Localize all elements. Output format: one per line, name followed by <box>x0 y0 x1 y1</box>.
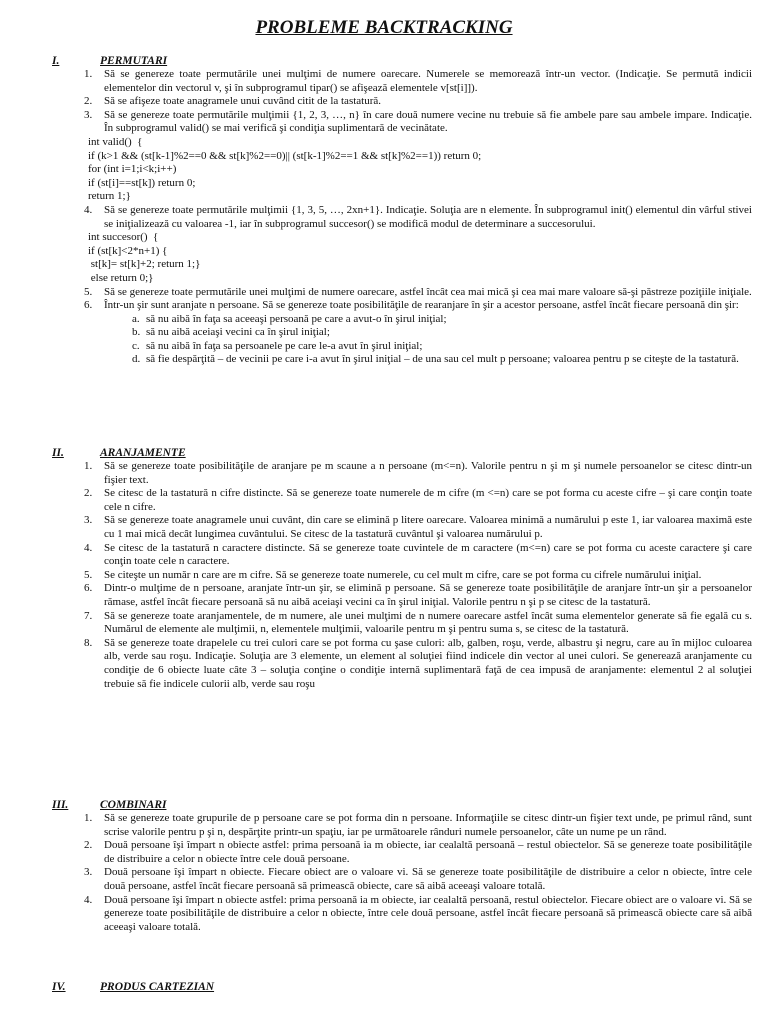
item-number: 3. <box>84 514 93 527</box>
item-number: 4. <box>84 203 93 216</box>
problem-item <box>52 866 752 893</box>
section-heading <box>52 446 752 460</box>
item-number: 7. <box>84 609 93 622</box>
code-line: st[k]= st[k]+2; return 1;} <box>88 258 201 271</box>
section-number: II. <box>52 447 64 459</box>
item-number: 3. <box>84 108 93 121</box>
code-line: if (st[i]==st[k]) return 0; <box>88 176 196 189</box>
item-text: Dintr-o mulţime de n persoane, aranjate într-un şir, se elimină p persoane. Să se genereze toate posibilităţile de aranjare într-un şir a persoanelor rămase, astfel încât fiecare persoană să nu aibă aceiaşi vecini ca în şirul iniţial. Valorile pentru n şi p se citesc de la tastatură. <box>104 582 752 608</box>
item-text: Se citeşte un număr n care are m cifre. Să se genereze toate numerele, cu cel mult m cifre, care se pot forma cu cifrele numărului iniţial. <box>104 568 702 581</box>
item-text: Să se genereze toate permutările unei mulţimi de numere oarecare. Numerele se memorează într-un vector. (Indicaţie. Se permută indicii elementelor din vectorul v, şi în subprogramul tipar() se afişează elementele v[st[i]]). <box>104 68 752 94</box>
problem-item <box>52 68 752 95</box>
code-line: if (k>1 && (st[k-1]%2==0 && st[k]%2==0)|| (st[k-1]%2==1 && st[k]%2==1)) return 0; <box>88 149 482 162</box>
sub-text: să nu aibă în faţa sa persoanele pe care le-a avut în şirul iniţial; <box>146 339 423 352</box>
item-number: 5. <box>84 285 93 298</box>
item-text: Se citesc de la tastatură n cifre distincte. Să se genereze toate numerele de m cifre (m <=n) care se pot forma cu aceste cifre – şi care conţin toate cele n cifre. <box>104 487 752 513</box>
item-number: 2. <box>84 95 93 108</box>
item-text: Să se genereze toate posibilităţile de aranjare pe m scaune a n persoane (m<=n). Valorile pentru n şi m şi numele persoanelor se citesc dintr-un fişier text. <box>104 460 752 486</box>
sub-letter: d. <box>132 353 141 366</box>
item-text: Să se genereze toate permutările mulţimii {1, 3, 5, …, 2xn+1}. Indicaţie. Soluţia are n elemente. În subprogramul init() elementul din vârful stivei se iniţializează cu valoarea -1, iar în subprogramul succesor() se modifică modul de determinare a succesorului. <box>104 203 752 230</box>
sub-item <box>132 313 752 327</box>
section-combinari <box>52 798 752 934</box>
item-text: Două persoane îşi împart n obiecte. Fiecare obiect are o valoare vi. Să se genereze toate posibilităţile de distribuire a celor n obiecte, între cele două persoane, astfel încât fiecare persoană să primească obiecte, care să aibă aceeaşi valoare totală. <box>104 866 752 892</box>
item-text: Să se genereze toate permutările mulţimii {1, 2, 3, …, n} în care două numere vecine nu trebuie să fie ambele pare sau ambele impare. Indicaţie. În subprogramul valid() se mai verifică şi condiţia suplimentară de vecinătate. <box>104 108 752 135</box>
section-title: ARANJAMENTE <box>100 447 186 459</box>
code-line: else return 0;} <box>88 271 154 284</box>
item-text: Într-un şir sunt aranjate n persoane. Să se genereze toate posibilităţile de rearanjare în şir a acestor persoane, astfel încât fiecare persoană din şir: <box>104 299 739 312</box>
problem-item <box>52 286 752 300</box>
section-aranjamente <box>52 446 752 691</box>
item-number: 5. <box>84 568 93 581</box>
problem-item <box>52 204 752 231</box>
problem-item <box>52 839 752 866</box>
item-number: 4. <box>84 893 93 906</box>
item-text: Să se afişeze toate anagramele unui cuvând citit de la tastatură. <box>104 95 382 108</box>
problem-item <box>52 582 752 609</box>
section-title: PRODUS CARTEZIAN <box>100 981 215 993</box>
sub-list <box>52 313 752 367</box>
item-text: Să se genereze toate permutările unei mulţimi de numere oarecare, astfel încât cea mai mică şi cea mai mare valoare să-şi păstreze poziţiile iniţiale. <box>104 285 752 298</box>
item-text: Două persoane îşi împart n obiecte astfel: prima persoană ia m obiecte, iar cealaltă persoană – restul obiectelor. Să se genereze toate posibilităţile de distribuire a celor n obiecte între cele două persoane. <box>104 839 752 865</box>
problem-item <box>52 460 752 487</box>
problem-item <box>52 894 752 935</box>
item-number: 1. <box>84 460 93 472</box>
problem-item <box>52 487 752 514</box>
item-number: 1. <box>84 68 93 80</box>
section-title: COMBINARI <box>100 799 167 811</box>
section-heading <box>52 798 752 812</box>
code-line: if (st[k]<2*n+1) { <box>88 244 168 257</box>
item-number: 3. <box>84 866 93 879</box>
item-text: Să se genereze toate drapelele cu trei culori care se pot forma cu şase culori: alb, galben, roşu, verde, albastru şi negru, care au în mijloc culoarea alb, verde sau roşu. Indicaţie. Soluţia are 3 elemente, un element al soluţiei fiind indicele din vector al unei culori. Se generează aranjamente cu condiţie de 6 obiecte luate câte 3 – soluţia conţine o condiţie internă suplimentară faţă de cea impusă de aranjamente: elementul 2 al soluţiei trebuie să fie indicele culorii alb, verde sau roşu <box>104 636 752 690</box>
section-title: PERMUTARI <box>100 55 168 67</box>
problem-item <box>52 514 752 541</box>
problem-item <box>52 637 752 691</box>
sub-letter: a. <box>132 312 140 325</box>
section-permutari <box>52 54 752 367</box>
code-line: for (int i=1;i<k;i++) <box>88 163 177 176</box>
item-text: Se citesc de la tastatură n caractere distincte. Să se genereze toate cuvintele de m caractere (m<=n) care se pot forma cu aceste caractere şi care conţin toate cele n caractere. <box>104 541 752 568</box>
code-line: return 1;} <box>88 190 131 203</box>
problem-item <box>52 109 752 136</box>
sub-item <box>132 326 752 340</box>
code-line: int valid() { <box>88 135 143 148</box>
sub-item <box>132 353 752 367</box>
item-number: 1. <box>84 812 93 824</box>
sub-item <box>132 340 752 354</box>
problem-item <box>52 610 752 637</box>
sub-text: să nu aibă în faţa sa aceeaşi persoană pe care a avut-o în şirul iniţial; <box>146 312 447 325</box>
sub-text: să fie despărţită – de vecinii pe care i-a avut în şirul iniţial – de una sau cel mult p persoane; valoarea pentru p se citeşte de la tastatură. <box>146 353 739 366</box>
section-number: III. <box>52 799 69 811</box>
section-heading <box>52 980 752 994</box>
page-title: PROBLEME BACKTRACKING <box>255 17 513 38</box>
problem-item <box>52 299 752 313</box>
item-text: Să se genereze toate aranjamentele, de m numere, ale unei mulţimi de n numere oarecare astfel încât suma elementelor generate să fie egală cu s. Numărul de elemente ale mulţimii, n, elementele mulţimii, valoarile pentru m şi pentru suma s, se citesc de la tastatură. <box>104 609 752 636</box>
section-number: IV. <box>52 981 66 993</box>
problem-item <box>52 812 752 839</box>
item-text: Două persoane îşi împart n obiecte astfel: prima persoană ia m obiecte, iar cealaltă persoană, restul obiectelor. Fiecare obiect are o valoare vi. Să se genereze toate posibilităţile de distribuire a celor n obiecte, între cele două persoane, astfel încât fiecare persoană să primească obiecte care să aibă aceeaşi valoare totală. <box>104 893 752 933</box>
section-produs-cartezian <box>52 980 752 994</box>
item-number: 4. <box>84 541 93 554</box>
item-number: 2. <box>84 839 93 852</box>
sub-letter: b. <box>132 326 141 339</box>
problem-item <box>52 95 752 109</box>
item-number: 8. <box>84 636 93 649</box>
section-number: I. <box>52 55 60 67</box>
item-number: 2. <box>84 487 93 500</box>
problem-item <box>52 569 752 583</box>
item-text: Să se genereze toate anagramele unui cuvânt, din care se elimină p litere oarecare. Valoarea minimă a numărului p este 1, iar valoarea maximă este cu 1 mai mică decât lungimea cuvântului. Se citesc de la tastatură cuvântul şi valoarea numărului p. <box>104 514 752 540</box>
item-number: 6. <box>84 299 93 312</box>
sub-text: să nu aibă aceiaşi vecini ca în şirul iniţial; <box>146 326 330 339</box>
code-line: int succesor() { <box>88 231 159 244</box>
item-number: 6. <box>84 582 93 595</box>
item-text: Să se genereze toate grupurile de p persoane care se pot forma din n persoane. Informaţiile se citesc dintr-un fişier text unde, pe primul rând, sunt scrise valorile pentru p şi n, despărţite printr-un spaţiu, iar pe următoarele rânduri numele persoanelor, câte un nume pe un rând. <box>104 812 752 838</box>
problem-item <box>52 542 752 569</box>
section-heading <box>52 54 752 68</box>
sub-letter: c. <box>132 339 140 352</box>
